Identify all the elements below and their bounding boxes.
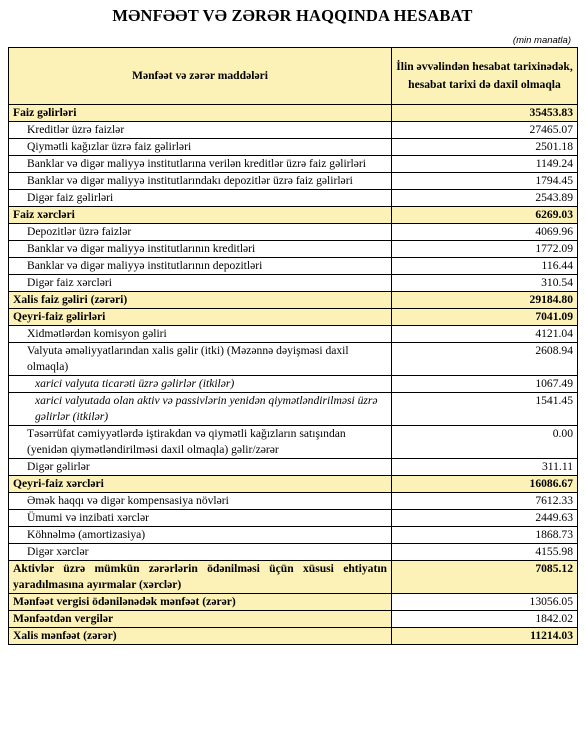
- row-value: 311.11: [392, 459, 578, 476]
- unit-note: (min manatla): [512, 35, 571, 46]
- row-label: xarici valyutada olan aktiv və passivlərin yenidən qiymətləndirilməsi üzrə gəlirlər (itkilər): [9, 393, 392, 426]
- table-row: [9, 493, 578, 510]
- row-value: 1067.49: [392, 376, 578, 393]
- table-row: [9, 426, 578, 459]
- table-row: [9, 459, 578, 476]
- table-row: [9, 510, 578, 527]
- row-value: 4069.96: [392, 224, 578, 241]
- table-row: [9, 173, 578, 190]
- row-label: Banklar və digər maliyyə institutlarına verilən kreditlər üzrə faiz gəlirləri: [9, 156, 392, 173]
- table-row: [9, 527, 578, 544]
- table-row: [9, 309, 578, 326]
- table-row: [9, 544, 578, 561]
- table-row: [9, 393, 578, 426]
- row-value: 29184.80: [392, 292, 578, 309]
- header-items: Mənfəət və zərər maddələri: [9, 48, 392, 105]
- row-value: 4155.98: [392, 544, 578, 561]
- row-label: Ümumi və inzibati xərclər: [9, 510, 392, 527]
- row-value: 1772.09: [392, 241, 578, 258]
- table-row: [9, 258, 578, 275]
- table-row: [9, 105, 578, 122]
- row-label: Digər xərclər: [9, 544, 392, 561]
- table-row: [9, 156, 578, 173]
- header-period: İlin əvvəlindən hesabat tarixinədək, hesabat tarixi də daxil olmaqla: [392, 48, 578, 105]
- row-value: 2449.63: [392, 510, 578, 527]
- row-label: Banklar və digər maliyyə institutlarındakı depozitlər üzrə faiz gəlirləri: [9, 173, 392, 190]
- row-label: Aktivlər üzrə mümkün zərərlərin ödənilməsi üçün xüsusi ehtiyatın yaradılmasına ayırmalar (xərclər): [9, 561, 392, 594]
- table-row: [9, 476, 578, 493]
- row-value: 1149.24: [392, 156, 578, 173]
- row-value: 35453.83: [392, 105, 578, 122]
- row-label: Xidmətlərdən komisyon gəliri: [9, 326, 392, 343]
- row-value: 4121.04: [392, 326, 578, 343]
- row-value: 2608.94: [392, 343, 578, 376]
- row-label: Banklar və digər maliyyə institutlarının depozitləri: [9, 258, 392, 275]
- row-label: Depozitlər üzrə faizlər: [9, 224, 392, 241]
- row-value: 1541.45: [392, 393, 578, 426]
- table-row: [9, 275, 578, 292]
- row-value: 1868.73: [392, 527, 578, 544]
- row-value: 1842.02: [392, 611, 578, 628]
- row-value: 11214.03: [392, 628, 578, 645]
- row-label: xarici valyuta ticarəti üzrə gəlirlər (itkilər): [9, 376, 392, 393]
- row-label: Digər faiz xərcləri: [9, 275, 392, 292]
- row-label: Təsərrüfat cəmiyyətlərdə iştirakdan və qiymətli kağızların satışından (yenidən qiymətləndirilməsi daxil olmaqla) gəlir/zərər: [9, 426, 392, 459]
- row-value: 27465.07: [392, 122, 578, 139]
- table-row: [9, 343, 578, 376]
- row-label: Banklar və digər maliyyə institutlarının kreditləri: [9, 241, 392, 258]
- row-label: Faiz gəlirləri: [9, 105, 392, 122]
- row-label: Əmək haqqı və digər kompensasiya növləri: [9, 493, 392, 510]
- table-row: [9, 376, 578, 393]
- row-label: Qeyri-faiz xərcləri: [9, 476, 392, 493]
- row-value: 7085.12: [392, 561, 578, 594]
- report-title: MƏNFƏƏT VƏ ZƏRƏR HAQQINDA HESABAT: [112, 6, 473, 25]
- table-row: [9, 561, 578, 594]
- row-label: Qeyri-faiz gəlirləri: [9, 309, 392, 326]
- row-value: 1794.45: [392, 173, 578, 190]
- row-label: Mənfəət vergisi ödənilənədək mənfəət (zərər): [9, 594, 392, 611]
- row-label: Xalis mənfəət (zərər): [9, 628, 392, 645]
- row-label: Faiz xərcləri: [9, 207, 392, 224]
- table-row: [9, 207, 578, 224]
- row-value: 6269.03: [392, 207, 578, 224]
- row-value: 116.44: [392, 258, 578, 275]
- profit-loss-table: [8, 47, 578, 645]
- table-row: [9, 241, 578, 258]
- row-value: 0.00: [392, 426, 578, 459]
- row-value: 2501.18: [392, 139, 578, 156]
- row-label: Xalis faiz gəliri (zərəri): [9, 292, 392, 309]
- row-value: 7041.09: [392, 309, 578, 326]
- row-value: 2543.89: [392, 190, 578, 207]
- table-row: [9, 628, 578, 645]
- row-value: 16086.67: [392, 476, 578, 493]
- row-value: 7612.33: [392, 493, 578, 510]
- table-row: [9, 122, 578, 139]
- table-row: [9, 611, 578, 628]
- row-value: 310.54: [392, 275, 578, 292]
- table-row: [9, 139, 578, 156]
- table-row: [9, 190, 578, 207]
- table-row: [9, 224, 578, 241]
- row-label: Mənfəətdən vergilər: [9, 611, 392, 628]
- row-label: Qiymətli kağızlar üzrə faiz gəlirləri: [9, 139, 392, 156]
- table-row: [9, 326, 578, 343]
- row-value: 13056.05: [392, 594, 578, 611]
- table-row: [9, 292, 578, 309]
- row-label: Valyuta əməliyyatlarından xalis gəlir (itki) (Məzənnə dəyişməsi daxil olmaqla): [9, 343, 392, 376]
- row-label: Köhnəlmə (amortizasiya): [9, 527, 392, 544]
- row-label: Digər gəlirlər: [9, 459, 392, 476]
- table-row: [9, 594, 578, 611]
- row-label: Kreditlər üzrə faizlər: [9, 122, 392, 139]
- table-header-row: [9, 48, 578, 105]
- row-label: Digər faiz gəlirləri: [9, 190, 392, 207]
